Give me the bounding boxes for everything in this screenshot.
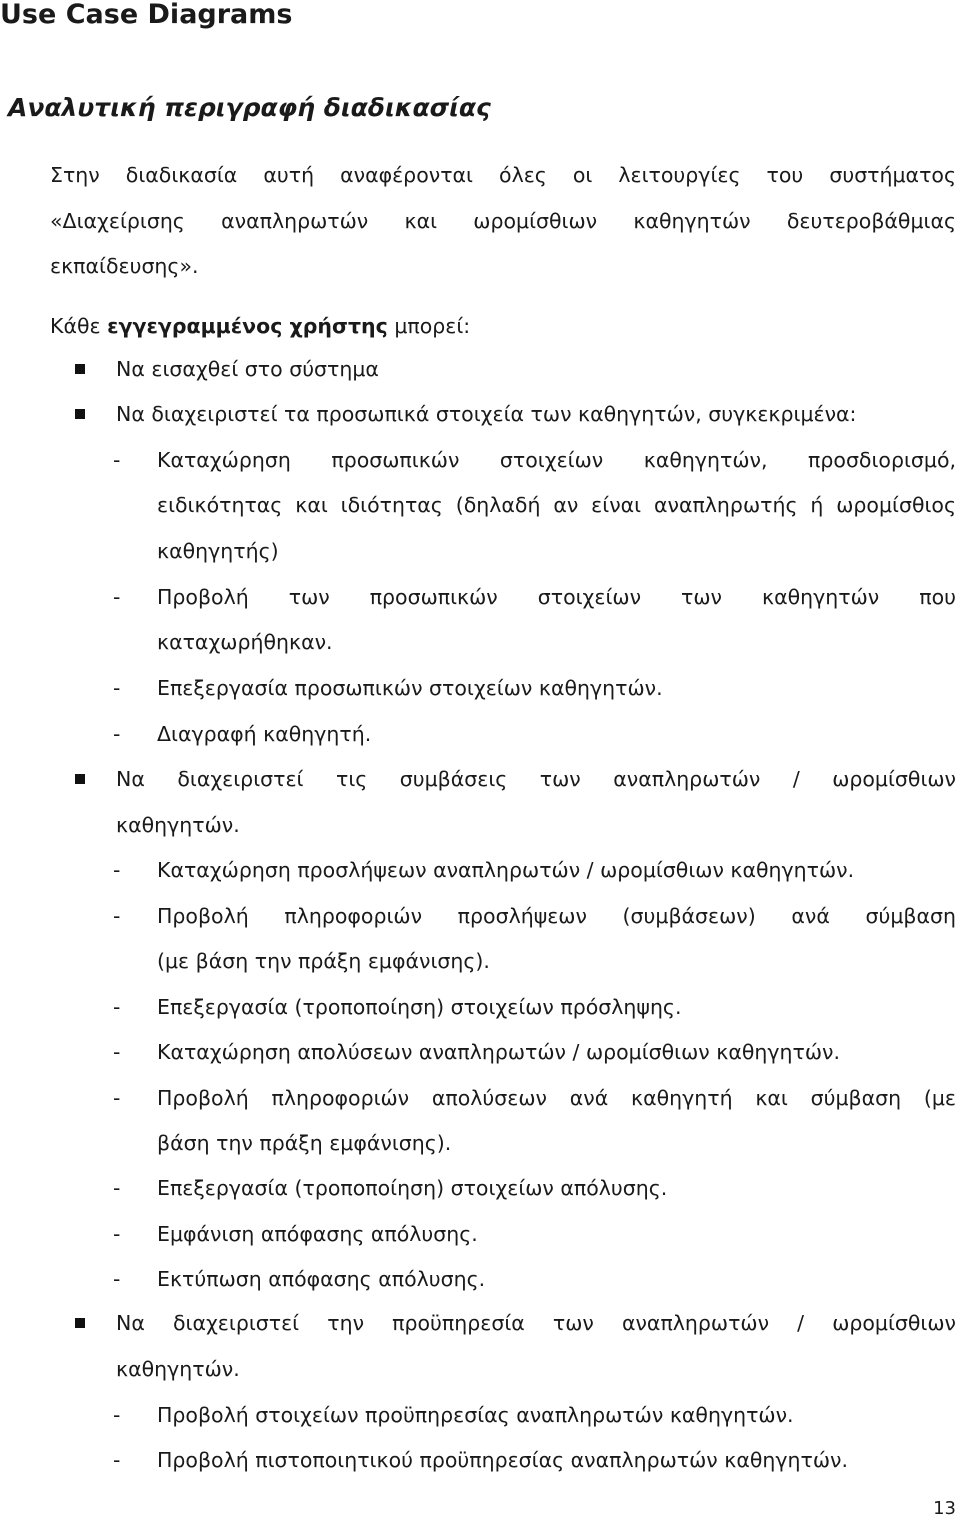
subitem-edit: Επεξεργασία προσωπικών στοιχείων καθηγητών. bbox=[157, 676, 663, 700]
subitem-register-line-2: ειδικότητας και ιδιότητας (δηλαδή αν είναι αναπληρωτής ή ωρομίσθιος bbox=[157, 493, 956, 517]
dash-marker: - bbox=[113, 1403, 121, 1427]
subitem-edit-hire: Επεξεργασία (τροποποίηση) στοιχείων πρόσληψης. bbox=[157, 995, 682, 1019]
subitem-register-line-3: καθηγητής) bbox=[157, 539, 279, 563]
user-intro-bold: εγγεγραμμένος χρήστης bbox=[107, 314, 388, 338]
subitem-delete: Διαγραφή καθηγητή. bbox=[157, 722, 372, 746]
user-intro-suffix: μπορεί: bbox=[387, 314, 471, 338]
subitem-view-line-1: Προβολή των προσωπικών στοιχείων των καθηγητών που bbox=[157, 585, 956, 609]
subitem-view-dismissals-line-1: Προβολή πληροφοριών απολύσεων ανά καθηγητή και σύμβαση (με bbox=[157, 1086, 956, 1110]
dash-marker: - bbox=[113, 1222, 121, 1246]
subitem-view-service: Προβολή στοιχείων προϋπηρεσίας αναπληρωτών καθηγητών. bbox=[157, 1403, 794, 1427]
bullet-item-personal-data: Να διαχειριστεί τα προσωπικά στοιχεία των καθηγητών, συγκεκριμένα: bbox=[116, 402, 857, 426]
dash-marker: - bbox=[113, 1267, 121, 1291]
subitem-view-hires-line-1: Προβολή πληροφοριών προσλήψεων (συμβάσεων) ανά σύμβαση bbox=[157, 904, 956, 928]
intro-line-3: εκπαίδευσης». bbox=[50, 254, 199, 278]
intro-line-2: «Διαχείρισης αναπληρωτών και ωρομίσθιων καθηγητών δευτεροβάθμιας bbox=[50, 209, 956, 233]
dash-marker: - bbox=[113, 722, 121, 746]
dash-marker: - bbox=[113, 1086, 121, 1110]
dash-marker: - bbox=[113, 1040, 121, 1064]
subitem-register-dismissals: Καταχώρηση απολύσεων αναπληρωτών / ωρομίσθιων καθηγητών. bbox=[157, 1040, 840, 1064]
dash-marker: - bbox=[113, 904, 121, 928]
dash-marker: - bbox=[113, 585, 121, 609]
square-bullet-icon bbox=[75, 409, 85, 419]
bullet-item-login: Να εισαχθεί στο σύστημα bbox=[116, 357, 379, 381]
dash-marker: - bbox=[113, 995, 121, 1019]
subitem-show-dismissal-decision: Εμφάνιση απόφασης απόλυσης. bbox=[157, 1222, 478, 1246]
subitem-register-line-1: Καταχώρηση προσωπικών στοιχείων καθηγητών, προσδιορισμό, bbox=[157, 448, 956, 472]
bullet-item-service-line-1: Να διαχειριστεί την προϋπηρεσία των αναπληρωτών / ωρομίσθιων bbox=[116, 1311, 956, 1335]
bullet-item-contracts-line-1: Να διαχειριστεί τις συμβάσεις των αναπληρωτών / ωρομίσθιων bbox=[116, 767, 956, 791]
dash-marker: - bbox=[113, 858, 121, 882]
bullet-item-service-line-2: καθηγητών. bbox=[116, 1357, 240, 1381]
dash-marker: - bbox=[113, 676, 121, 700]
dash-marker: - bbox=[113, 1176, 121, 1200]
dash-marker: - bbox=[113, 1448, 121, 1472]
square-bullet-icon bbox=[75, 364, 85, 374]
intro-line-1: Στην διαδικασία αυτή αναφέρονται όλες οι λειτουργίες του συστήματος bbox=[50, 163, 956, 187]
subitem-view-line-2: καταχωρήθηκαν. bbox=[157, 630, 333, 654]
subitem-register-hires: Καταχώρηση προσλήψεων αναπληρωτών / ωρομίσθιων καθηγητών. bbox=[157, 858, 855, 882]
subitem-edit-dismissal: Επεξεργασία (τροποποίηση) στοιχείων απόλυσης. bbox=[157, 1176, 668, 1200]
subitem-view-service-certificate: Προβολή πιστοποιητικού προϋπηρεσίας αναπληρωτών καθηγητών. bbox=[157, 1448, 848, 1472]
user-intro bbox=[50, 311, 470, 341]
page-header-title: Use Case Diagrams bbox=[0, 0, 293, 30]
square-bullet-icon bbox=[75, 1318, 85, 1328]
page-number: 13 bbox=[933, 1498, 956, 1519]
bullet-item-contracts-line-2: καθηγητών. bbox=[116, 813, 240, 837]
subitem-view-dismissals-line-2: βάση την πράξη εμφάνισης). bbox=[157, 1131, 452, 1155]
subitem-view-hires-line-2: (με βάση την πράξη εμφάνισης). bbox=[157, 949, 490, 973]
user-intro-prefix: Κάθε bbox=[50, 314, 108, 338]
section-title: Αναλυτική περιγραφή διαδικασίας bbox=[8, 93, 491, 122]
square-bullet-icon bbox=[75, 774, 85, 784]
subitem-print-dismissal-decision: Εκτύπωση απόφασης απόλυσης. bbox=[157, 1267, 486, 1291]
dash-marker: - bbox=[113, 448, 121, 472]
